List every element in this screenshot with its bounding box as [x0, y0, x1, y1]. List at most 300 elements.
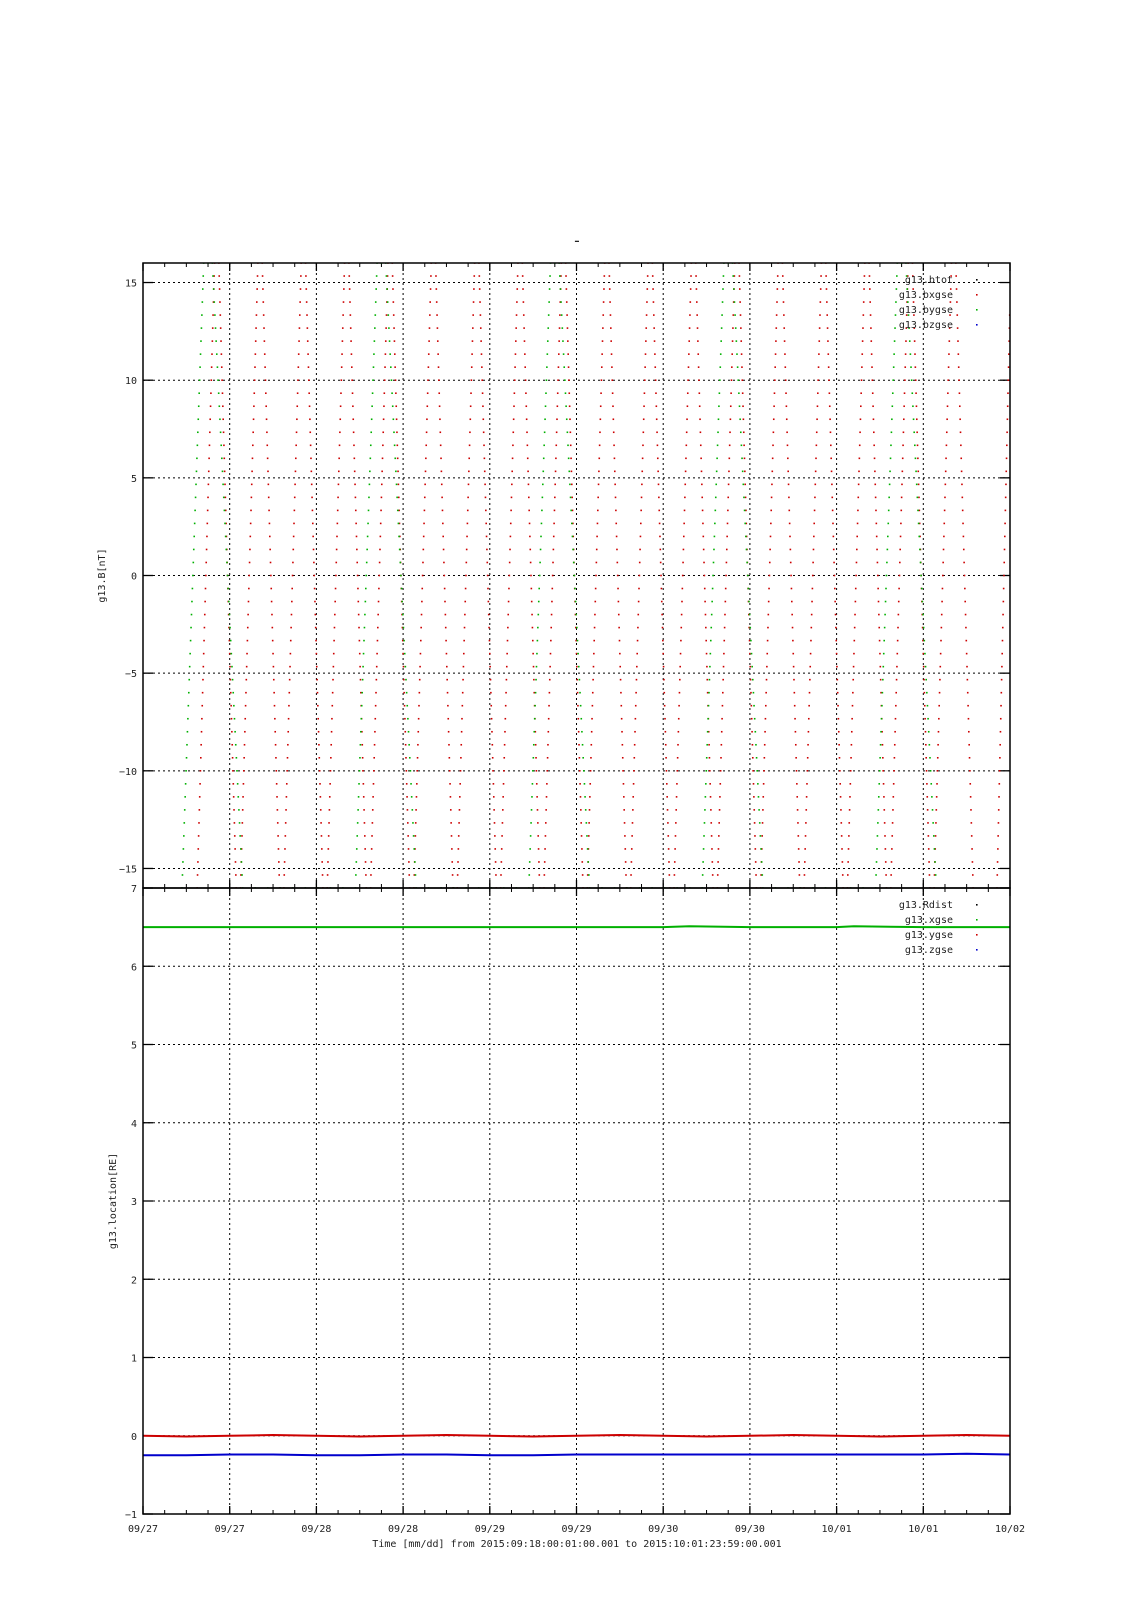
data-point [449, 770, 451, 772]
data-point [764, 744, 766, 746]
data-point [866, 197, 868, 199]
data-point [719, 783, 721, 785]
data-point [417, 744, 419, 746]
data-point [555, 444, 557, 446]
data-point [623, 796, 625, 798]
data-point [220, 340, 222, 342]
data-point [887, 939, 889, 941]
data-point [392, 405, 394, 407]
data-point [529, 549, 531, 551]
data-point [724, 614, 726, 616]
data-point [570, 510, 572, 512]
data-point [532, 783, 534, 785]
data-point [856, 549, 858, 551]
data-point [481, 353, 483, 355]
data-point [503, 783, 505, 785]
data-point [333, 666, 335, 668]
data-point [303, 184, 305, 186]
data-point [406, 783, 408, 785]
data-point [752, 757, 754, 759]
data-point [541, 510, 543, 512]
y-tick-label: −5 [124, 669, 137, 681]
data-point [874, 458, 876, 460]
data-point [703, 848, 705, 850]
data-point [587, 861, 589, 863]
data-point [469, 431, 471, 433]
data-point [335, 575, 337, 577]
data-point [882, 757, 884, 759]
data-point [275, 757, 277, 759]
data-point [855, 601, 857, 603]
data-point [200, 353, 202, 355]
data-point [508, 601, 510, 603]
data-point [362, 770, 364, 772]
data-point [896, 666, 898, 668]
data-point [759, 913, 761, 915]
data-point [743, 484, 745, 486]
data-point [267, 458, 269, 460]
data-point [302, 210, 304, 212]
data-point [838, 718, 840, 720]
data-point [273, 692, 275, 694]
data-point [255, 327, 257, 329]
data-point [998, 809, 1000, 811]
data-point [598, 458, 600, 460]
data-point [743, 418, 745, 420]
data-point [414, 861, 416, 863]
data-point [328, 848, 330, 850]
data-point [185, 770, 187, 772]
data-point [771, 484, 773, 486]
data-point [736, 340, 738, 342]
data-point [208, 458, 210, 460]
data-point [386, 314, 388, 316]
data-point [546, 379, 548, 381]
data-point [485, 523, 487, 525]
data-point [202, 288, 204, 290]
data-point [287, 757, 289, 759]
data-point [924, 692, 926, 694]
data-point [190, 640, 192, 642]
data-point [486, 562, 488, 564]
data-point [378, 601, 380, 603]
data-point [779, 197, 781, 199]
data-point [855, 575, 857, 577]
data-point [529, 536, 531, 538]
data-point [346, 184, 348, 186]
data-point [270, 575, 272, 577]
data-point [613, 418, 615, 420]
data-point [502, 822, 504, 824]
data-point [220, 431, 222, 433]
data-point [427, 392, 429, 394]
data-point [901, 484, 903, 486]
data-point [459, 783, 461, 785]
data-point [557, 392, 559, 394]
data-point [565, 275, 567, 277]
data-point [886, 562, 888, 564]
data-point [322, 900, 324, 902]
data-point [568, 379, 570, 381]
data-point [746, 562, 748, 564]
data-point [703, 562, 705, 564]
data-point [514, 366, 516, 368]
data-point [207, 497, 209, 499]
data-point [473, 288, 475, 290]
data-point [937, 744, 939, 746]
data-point [577, 705, 579, 707]
data-point [231, 731, 233, 733]
data-point [655, 392, 657, 394]
data-point [498, 939, 500, 941]
data-point [496, 900, 498, 902]
data-point [1001, 653, 1003, 655]
data-point [899, 549, 901, 551]
data-point [541, 952, 543, 954]
data-point [529, 848, 531, 850]
data-point [488, 627, 490, 629]
data-point [879, 653, 881, 655]
data-point [285, 835, 287, 837]
data-point [840, 822, 842, 824]
data-point [940, 640, 942, 642]
data-point [614, 484, 616, 486]
data-point [860, 392, 862, 394]
data-point [922, 614, 924, 616]
data-point [426, 431, 428, 433]
data-point [369, 471, 371, 473]
data-point [248, 588, 250, 590]
data-point [736, 197, 738, 199]
data-point [212, 327, 214, 329]
data-point [572, 536, 574, 538]
data-point [378, 588, 380, 590]
data-point [358, 796, 360, 798]
data-point [859, 431, 861, 433]
data-point [929, 744, 931, 746]
data-point [248, 601, 250, 603]
data-point [744, 510, 746, 512]
data-point [631, 861, 633, 863]
data-point [749, 614, 751, 616]
data-point [1000, 718, 1002, 720]
data-point [677, 744, 679, 746]
data-point [678, 731, 680, 733]
data-point [309, 431, 311, 433]
data-point [791, 601, 793, 603]
data-point [291, 601, 293, 603]
data-point [281, 952, 283, 954]
data-point [822, 210, 824, 212]
data-point [769, 562, 771, 564]
data-point [729, 444, 731, 446]
data-point [423, 523, 425, 525]
data-point [973, 913, 975, 915]
data-point [437, 353, 439, 355]
data-point [923, 653, 925, 655]
data-point [202, 692, 204, 694]
data-point [926, 783, 928, 785]
data-point [866, 184, 868, 186]
data-point [929, 874, 931, 876]
data-point [871, 353, 873, 355]
data-point [828, 379, 830, 381]
data-point [442, 510, 444, 512]
data-point [326, 900, 328, 902]
data-point [337, 523, 339, 525]
data-point [349, 301, 351, 303]
data-point [795, 731, 797, 733]
data-point [374, 314, 376, 316]
data-point [203, 666, 205, 668]
data-point [373, 783, 375, 785]
data-point [755, 861, 757, 863]
data-point [246, 666, 248, 668]
data-point [217, 236, 219, 238]
data-point [287, 731, 289, 733]
data-point [278, 874, 280, 876]
x-tick-label: 10/01 [908, 1524, 939, 1535]
data-point [359, 666, 361, 668]
data-point [875, 510, 877, 512]
data-point [362, 679, 364, 681]
data-point [681, 614, 683, 616]
page-title: - [572, 231, 582, 250]
data-point [230, 679, 232, 681]
data-point [256, 314, 258, 316]
data-point [537, 627, 539, 629]
data-point [847, 861, 849, 863]
data-point [218, 249, 220, 251]
data-point [325, 952, 327, 954]
data-point [251, 497, 253, 499]
data-point [951, 236, 953, 238]
data-point [576, 666, 578, 668]
data-point [707, 718, 709, 720]
data-point [928, 861, 930, 863]
data-point [953, 197, 955, 199]
data-point [464, 614, 466, 616]
data-point [893, 770, 895, 772]
data-point [196, 913, 198, 915]
data-point [612, 392, 614, 394]
data-point [183, 848, 185, 850]
data-point [514, 379, 516, 381]
data-point [783, 327, 785, 329]
data-point [620, 705, 622, 707]
data-point [638, 588, 640, 590]
data-point [617, 588, 619, 590]
data-point [328, 835, 330, 837]
data-point [821, 236, 823, 238]
data-point [702, 536, 704, 538]
data-point [356, 835, 358, 837]
data-point [893, 366, 895, 368]
data-point [952, 197, 954, 199]
data-point [948, 366, 950, 368]
data-point [865, 210, 867, 212]
data-point [193, 562, 195, 564]
data-point [552, 562, 554, 564]
data-point [740, 431, 742, 433]
data-point [311, 471, 313, 473]
data-point [320, 809, 322, 811]
data-point [877, 562, 879, 564]
data-point [304, 223, 306, 225]
data-point [435, 275, 437, 277]
data-point [533, 744, 535, 746]
data-point [532, 770, 534, 772]
data-point [559, 275, 561, 277]
data-point [625, 874, 627, 876]
data-point [624, 848, 626, 850]
data-point [564, 236, 566, 238]
data-point [462, 679, 464, 681]
data-point [368, 952, 370, 954]
data-point [451, 861, 453, 863]
data-point [194, 510, 196, 512]
data-point [430, 275, 432, 277]
data-point [581, 835, 583, 837]
data-point [734, 314, 736, 316]
data-point [446, 653, 448, 655]
data-point [186, 757, 188, 759]
data-point [410, 913, 412, 915]
data-point [875, 497, 877, 499]
data-point [353, 431, 355, 433]
data-point [918, 497, 920, 499]
data-point [636, 666, 638, 668]
data-point [950, 301, 952, 303]
data-point [388, 223, 390, 225]
data-point [1001, 679, 1003, 681]
data-point [286, 770, 288, 772]
data-point [458, 848, 460, 850]
data-point [406, 705, 408, 707]
data-point [892, 379, 894, 381]
data-point [930, 783, 932, 785]
data-point [623, 809, 625, 811]
data-point [417, 757, 419, 759]
data-point [869, 301, 871, 303]
data-point [358, 614, 360, 616]
data-point [550, 640, 552, 642]
data-point [477, 210, 479, 212]
y-tick-label: −1 [124, 1510, 137, 1521]
data-point [837, 692, 839, 694]
data-point [584, 939, 586, 941]
data-point [869, 275, 871, 277]
data-point [774, 392, 776, 394]
data-point [398, 484, 400, 486]
data-point [621, 731, 623, 733]
data-point [258, 236, 260, 238]
data-point [187, 718, 189, 720]
data-point [881, 705, 883, 707]
data-point [530, 562, 532, 564]
data-point [663, 692, 665, 694]
data-point [777, 275, 779, 277]
data-point [289, 679, 291, 681]
data-point [246, 653, 248, 655]
data-point [251, 471, 253, 473]
data-point [668, 861, 670, 863]
data-point [253, 405, 255, 407]
legend-marker [976, 949, 978, 951]
data-point [634, 757, 636, 759]
data-point [350, 314, 352, 316]
data-point [650, 223, 652, 225]
data-point [880, 744, 882, 746]
data-point [920, 575, 922, 577]
data-point [384, 379, 386, 381]
data-point [335, 562, 337, 564]
data-point [253, 418, 255, 420]
data-point [412, 822, 414, 824]
data-point [409, 757, 411, 759]
x-tick-label: 09/27 [127, 1524, 159, 1535]
data-point [722, 705, 724, 707]
data-point [974, 939, 976, 941]
data-point [533, 666, 535, 668]
data-point [394, 366, 396, 368]
data-point [830, 444, 832, 446]
data-point [897, 627, 899, 629]
data-point [564, 223, 566, 225]
data-point [341, 366, 343, 368]
data-point [481, 379, 483, 381]
data-point [837, 705, 839, 707]
data-point [374, 340, 376, 342]
data-point [665, 757, 667, 759]
data-point [407, 835, 409, 837]
data-point [788, 510, 790, 512]
data-point [346, 197, 348, 199]
data-point [234, 848, 236, 850]
data-point [1008, 366, 1010, 368]
data-point [296, 405, 298, 407]
data-point [238, 939, 240, 941]
data-point [607, 210, 609, 212]
data-point [338, 471, 340, 473]
data-point [831, 484, 833, 486]
data-point [296, 418, 298, 420]
data-point [198, 392, 200, 394]
x-tick-label: 09/28 [388, 1524, 419, 1535]
data-point [196, 471, 198, 473]
data-point [844, 939, 846, 941]
data-point [200, 757, 202, 759]
data-point [237, 939, 239, 941]
data-point [917, 444, 919, 446]
data-point [918, 523, 920, 525]
data-point [679, 692, 681, 694]
data-point [182, 874, 184, 876]
data-point [558, 366, 560, 368]
data-point [962, 497, 964, 499]
data-point [375, 692, 377, 694]
data-point [705, 640, 707, 642]
data-point [888, 497, 890, 499]
data-point [1000, 705, 1002, 707]
data-point [926, 796, 928, 798]
data-point [341, 379, 343, 381]
data-point [250, 523, 252, 525]
data-point [588, 874, 590, 876]
data-point [262, 275, 264, 277]
data-point [832, 510, 834, 512]
data-point [401, 588, 403, 590]
